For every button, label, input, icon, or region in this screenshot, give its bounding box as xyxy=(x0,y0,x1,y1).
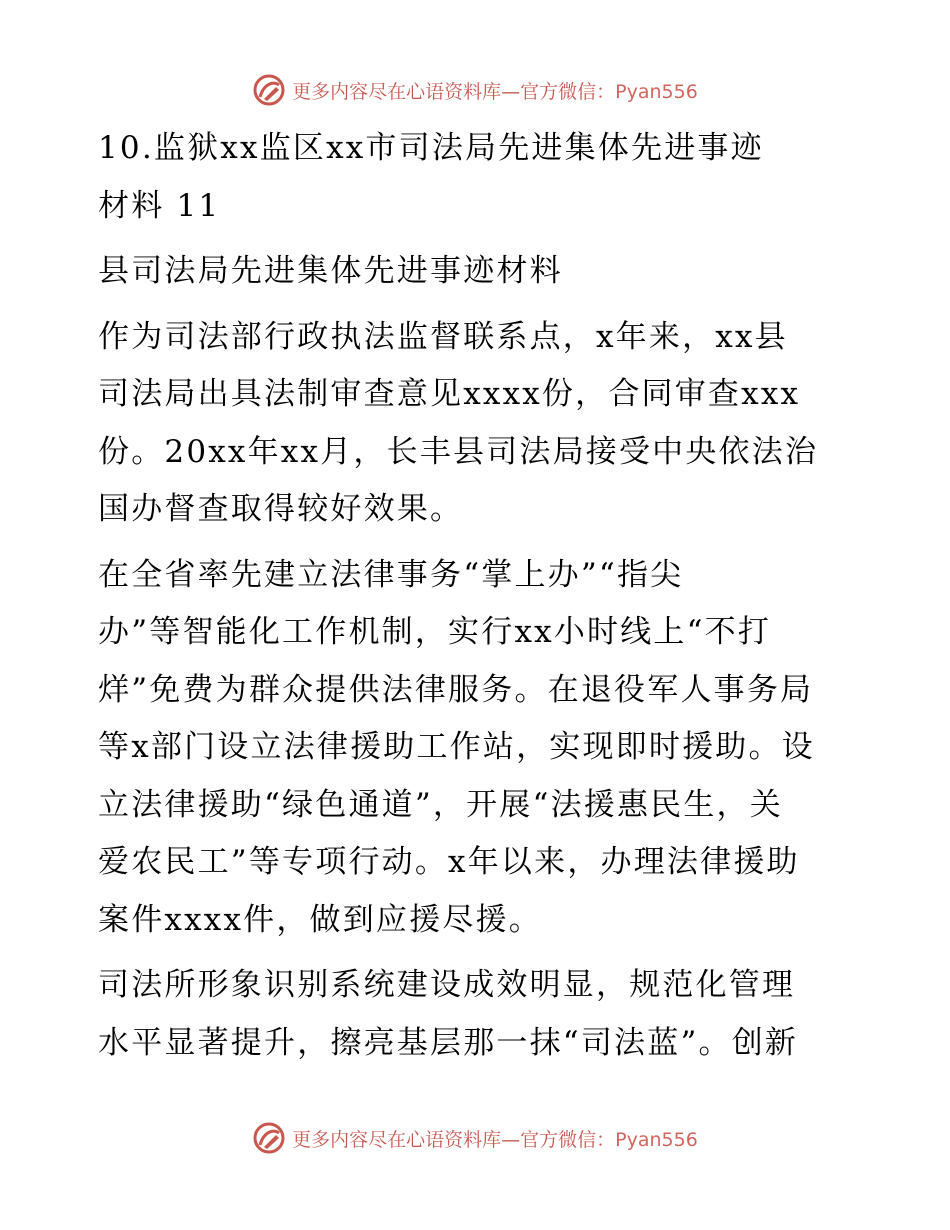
text-line: 立法律援助“绿色通道”，开展“法援惠民生，关 xyxy=(98,786,783,823)
text-line: 办”等智能化工作机制，实行xx小时线上“不打 xyxy=(98,614,772,650)
text-line: 在全省率先建立法律事务“掌上办”“指尖 xyxy=(98,556,684,593)
document-body xyxy=(98,120,848,1072)
watermark-text xyxy=(292,1125,698,1152)
watermark-handle: Pyan556 xyxy=(615,80,698,103)
text-line: 司法局出具法制审查意见xxxx份，合同审查xxx xyxy=(98,376,801,412)
text-line: 10.监狱xx监区xx市司法局先进集体先进事迹 xyxy=(98,130,764,166)
text-line: 水平显著提升，擦亮基层那一抹“司法蓝”。创新 xyxy=(98,1024,799,1061)
watermark-label: 更多内容尽在心语资料库—官方微信： xyxy=(292,1128,616,1151)
text-line: 烊”免费为群众提供法律服务。在退役军人事务局 xyxy=(98,671,814,708)
section-heading: 县司法局先进集体先进事迹材料 xyxy=(98,253,563,289)
text-line: 等x部门设立法律援助工作站，实现即时援助。设 xyxy=(98,729,815,765)
text-line: 份。20xx年xx月，长丰县司法局接受中央依法治 xyxy=(98,433,819,470)
text-line: 作为司法部行政执法监督联系点，x年来，xx县 xyxy=(98,318,788,355)
watermark-text xyxy=(292,77,698,104)
brand-logo-icon xyxy=(252,1121,286,1155)
watermark-label: 更多内容尽在心语资料库—官方微信： xyxy=(292,80,616,103)
text-line: 国办督查取得较好效果。 xyxy=(98,491,464,527)
text-line: 材料 11 xyxy=(98,187,221,224)
watermark-banner-top xyxy=(0,70,950,110)
watermark-banner-bottom xyxy=(0,1118,950,1158)
watermark-handle: Pyan556 xyxy=(615,1128,698,1151)
text-line: 爱农民工”等专项行动。x年以来，办理法律援助 xyxy=(98,844,800,880)
text-line: 案件xxxx件，做到应援尽援。 xyxy=(98,901,542,938)
text-line: 司法所形象识别系统建设成效明显，规范化管理 xyxy=(98,967,796,1003)
brand-logo-icon xyxy=(252,73,286,107)
